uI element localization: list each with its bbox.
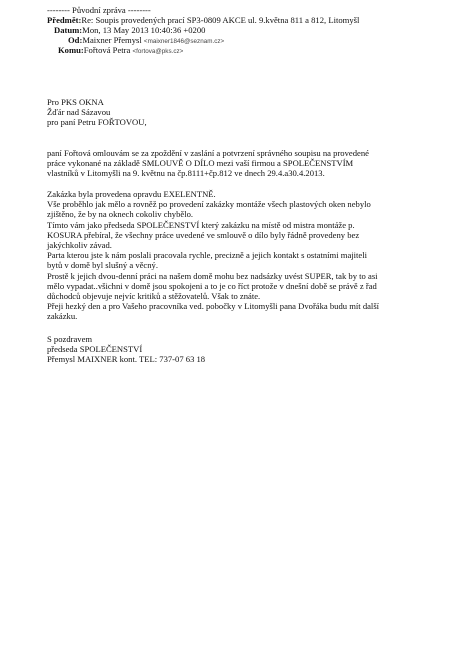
date-row xyxy=(54,25,205,35)
body-line: důchodců objevuje nejvíc kritiků a stěžovatelů. Však to znáte. xyxy=(47,291,261,302)
address-block xyxy=(47,97,442,128)
paragraph-apology xyxy=(47,148,442,179)
to-row xyxy=(58,45,183,57)
from-email[interactable]: <maixner1846@seznam.cz> xyxy=(143,38,225,45)
address-line: Pro PKS OKNA xyxy=(47,97,104,107)
date-label: Datum: xyxy=(54,25,83,35)
from-label: Od: xyxy=(68,35,83,45)
from-name: Maixner Přemysl xyxy=(82,35,142,45)
subject-value: Re: Soupis provedených prací SP3-0809 AKCE ul. 9.května 811 a 812, Litomyšl xyxy=(81,15,360,25)
body-line: Parta kterou jste k nám poslali pracovala rychle, precizně a jejich kontakt s ostatními majiteli xyxy=(47,250,368,261)
body-line: Zakázka byla provedena opravdu EXELENTNĚ. xyxy=(47,189,216,199)
closing-block xyxy=(47,334,442,365)
date-value: Mon, 13 May 2013 10:40:36 +0200 xyxy=(82,25,206,35)
body-line: zakázku. xyxy=(47,311,78,322)
body-line: Prostě k jejich dvou-denní práci na našem domě mohu bez nadsázky uvést SUPER, tak by to asi xyxy=(47,270,378,281)
body-line: vlastníků v Litomyšli na 9. květnu na čp.8111+čp.812 ve dnech 29.4.a30.4.2013. xyxy=(47,168,325,179)
body-line: bytů v domě byl slušný a věcný. xyxy=(47,260,158,271)
body-line: KOSURA přebíral, že všechny práce uvedené ve smlouvě o dílo byly řádně provedeny bez xyxy=(47,229,360,240)
body-line: jakýchkoliv závad. xyxy=(47,240,112,251)
closing-line: S pozdravem xyxy=(47,334,93,344)
to-name: Fořtová Petra xyxy=(83,45,131,55)
address-line: Žďár nad Sázavou xyxy=(47,107,111,118)
body-line: mělo vypadat..všichni v domě jsou spokojeni a to je co říct protože v dnešní době se právě z řad xyxy=(47,280,377,291)
body-line: práce vykonané na základě SMLOUVĚ O DÍLO mezi vaší firmou a SPOLEČENSTVÍM xyxy=(47,158,354,169)
body-line: Vše proběhlo jak mělo a rovněž po provedení zakázky montáže všech plastových oken nebylo xyxy=(47,199,371,210)
to-label: Komu: xyxy=(58,45,84,55)
address-line: pro paní Petru FOŘTOVOU, xyxy=(47,117,147,128)
subject-row xyxy=(47,15,359,25)
to-email[interactable]: <fortova@pks.cz> xyxy=(132,48,184,55)
original-message-header: -------- Původní zpráva -------- xyxy=(47,5,151,15)
body-line: Tímto vám jako předseda SPOLEČENSTVÍ který zakázku na místě od mistra montáže p. xyxy=(47,219,355,230)
body-line: Přeji hezký den a pro Vašeho pracovníka ved. pobočky v Litomyšli pana Dvořáka budu mít další xyxy=(47,301,380,312)
signature-contact: Přemysl MAIXNER kont. TEL: 737-07 63 18 xyxy=(47,354,206,365)
body-line: zjištěno, že by na oknech cokoliv chybělo. xyxy=(47,209,194,220)
paragraph-evaluation xyxy=(47,189,442,322)
subject-label: Předmět: xyxy=(47,15,82,25)
signature-title: předseda SPOLEČENSTVÍ xyxy=(47,344,143,355)
body-line: paní Fořtová omlouvám se za zpoždění v zaslání a potvrzení správného soupisu na provedené xyxy=(47,148,369,158)
